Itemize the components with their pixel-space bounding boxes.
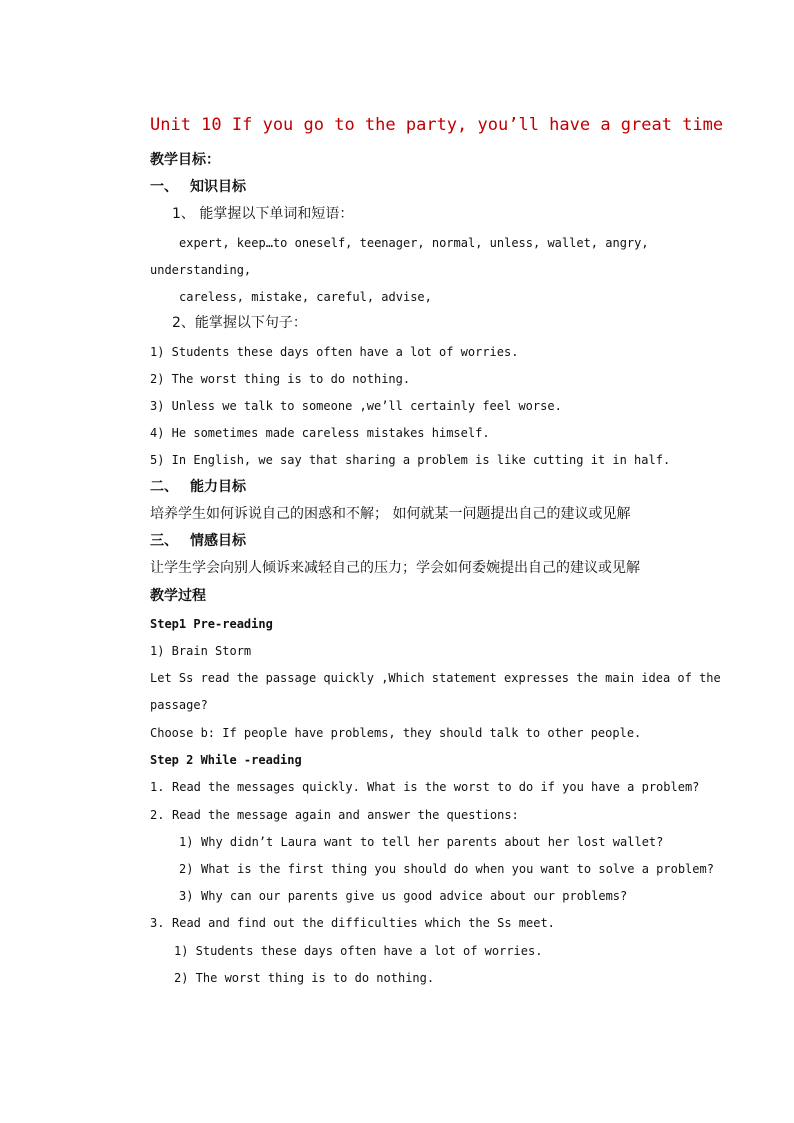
section-number: 三、 [150,533,178,549]
section-label: 知识目标 [190,179,246,195]
vocab-heading: 1、 能掌握以下单词和短语： [172,206,354,222]
question-number: 3) [179,889,194,903]
step2-item [150,806,519,824]
section-emotion-text: 让学生学会向别人倾诉来减轻自己的压力；学会如何委婉提出自己的建议或见解 [150,560,640,576]
section-label: 情感目标 [190,533,246,549]
section-ability-heading [150,478,246,496]
step2-item [150,914,555,932]
vocab-line: careless, mistake, careful, advise, [179,290,432,304]
step1-line: Let Ss read the passage quickly ,Which statement expresses the main idea of the [150,671,721,685]
question-number: 1) [179,835,194,849]
section-emotion-heading [150,532,246,550]
item-number: 3. [150,916,165,930]
section-knowledge-heading [150,178,246,196]
item-text: Read the message again and answer the questions: [172,808,519,822]
question-text: What is the first thing you should do when you want to solve a problem? [201,862,714,876]
sentence-item: 1) Students these days often have a lot of worries. [150,345,519,359]
question-item [179,833,663,851]
section-number: 一、 [150,179,178,195]
item-text: Read and find out the difficulties which the Ss meet. [172,916,555,930]
sentences-heading: 2、能掌握以下句子： [172,315,307,331]
sentence-item: 2) The worst thing is to do nothing. [150,372,411,386]
step1-line: passage? [150,698,208,712]
question-item [179,887,627,905]
question-text: Why can our parents give us good advice about our problems? [201,889,628,903]
step1-line: Choose b: If people have problems, they should talk to other people. [150,726,642,740]
sentence-item: 3) Unless we talk to someone ,we’ll certainly feel worse. [150,399,562,413]
question-number: 2) [179,862,194,876]
step2-item [150,778,699,796]
item-number: 2. [150,808,165,822]
page-title: Unit 10 If you go to the party, you’ll have a great time [150,115,724,135]
step2-title: Step 2 While -reading [150,753,302,767]
difficulty-item: 2) The worst thing is to do nothing. [174,971,435,985]
difficulty-item: 1) Students these days often have a lot of worries. [174,944,543,958]
step1-title: Step1 Pre-reading [150,617,273,631]
goals-heading: 教学目标： [150,152,220,168]
section-number: 二、 [150,479,178,495]
question-item [179,860,714,878]
item-number: 1. [150,780,165,794]
item-text: Read the messages quickly. What is the worst to do if you have a problem? [172,780,700,794]
section-ability-text: 培养学生如何诉说自己的困惑和不解； 如何就某一问题提出自己的建议或见解 [150,506,631,522]
section-label: 能力目标 [190,479,246,495]
vocab-line: understanding, [150,263,252,277]
sentence-item: 4) He sometimes made careless mistakes himself. [150,426,490,440]
question-text: Why didn’t Laura want to tell her parents about her lost wallet? [201,835,664,849]
process-heading: 教学过程 [150,588,206,604]
vocab-line: expert, keep…to oneself, teenager, normal, unless, wallet, angry, [179,236,649,250]
step1-sub: 1) Brain Storm [150,644,252,658]
sentence-item: 5) In English, we say that sharing a problem is like cutting it in half. [150,453,671,467]
